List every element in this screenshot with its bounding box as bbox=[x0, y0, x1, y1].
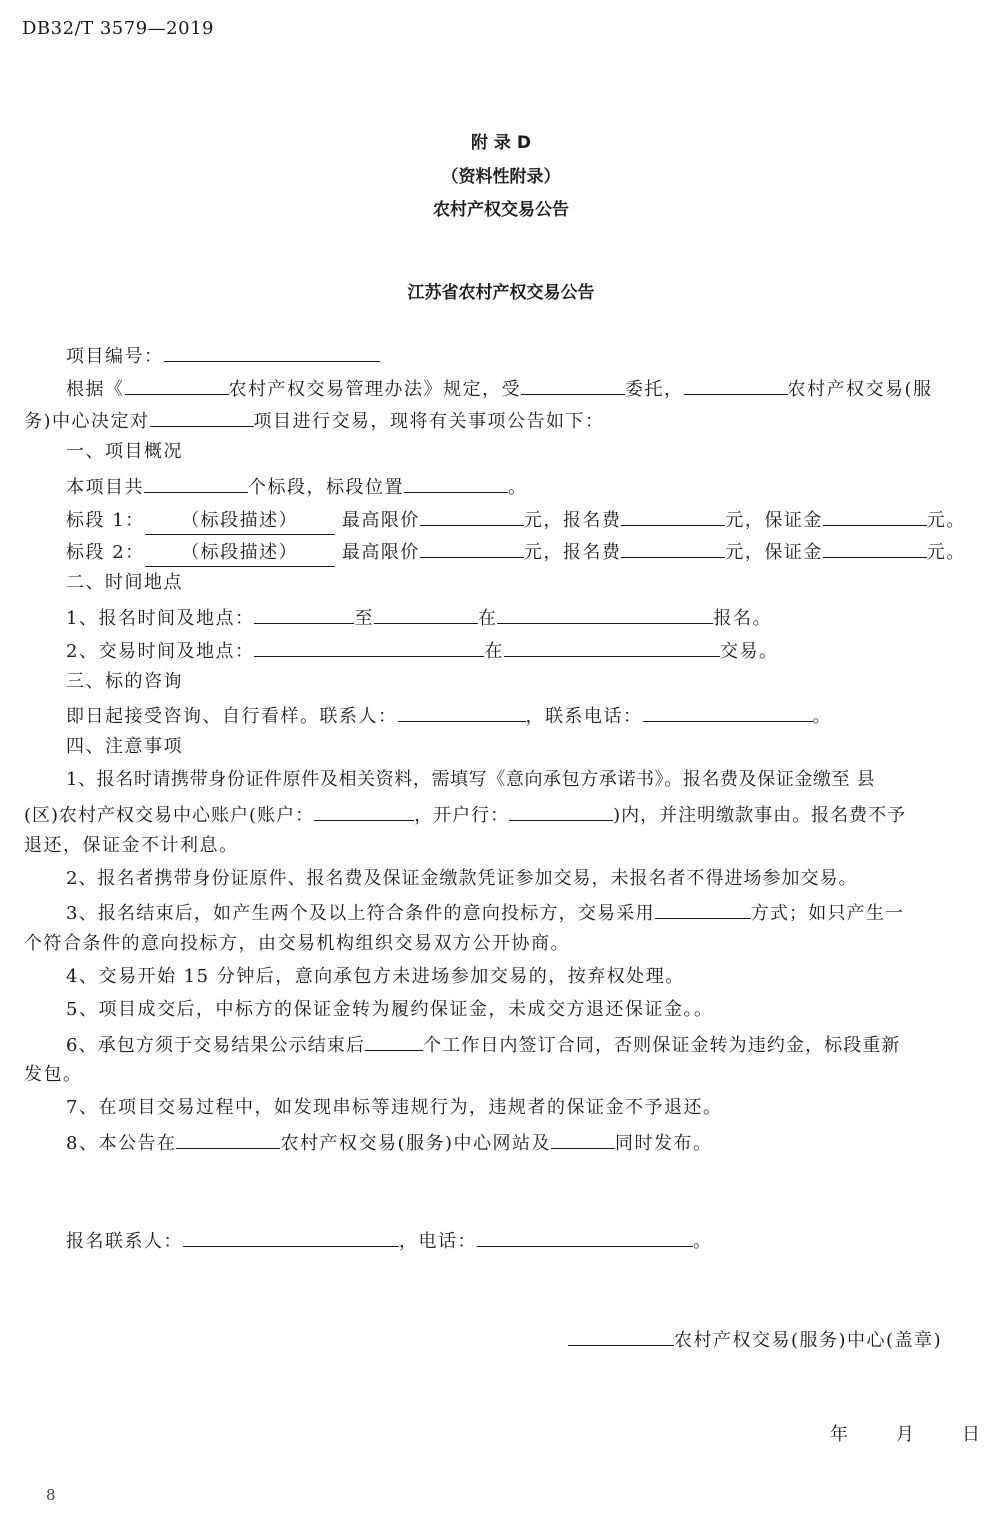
note-3-line-2: 个符合条件的意向投标方，由交易机构组织交易双方公开协商。 bbox=[24, 933, 570, 954]
seal-line: 农村产权交易(服务)中心(盖章) bbox=[568, 1325, 942, 1351]
intro-line-2: 务)中心决定对 项目进行交易，现将有关事项公告如下： bbox=[24, 406, 980, 432]
appendix-label: 附 录 D bbox=[471, 133, 531, 153]
note-7: 7、在项目交易过程中，如发现串标等违规行为，违规者的保证金不予退还。 bbox=[66, 1097, 723, 1118]
date-line bbox=[830, 1422, 982, 1448]
project-number-line: 项目编号： bbox=[66, 341, 380, 367]
date-month: 月 bbox=[896, 1424, 916, 1445]
note-8: 8、本公告在 农村产权交易(服务)中心网站及 同时发布。 bbox=[66, 1128, 713, 1154]
document-code: DB32/T 3579—2019 bbox=[22, 18, 214, 39]
registration-contact-line: 报名联系人： ，电话： 。 bbox=[66, 1226, 713, 1252]
section-heading-notes: 四、注意事项 bbox=[66, 736, 183, 757]
date-day: 日 bbox=[962, 1424, 982, 1445]
note-1-line-1: 1、报名时请携带身份证件原件及相关资料，需填写《意向承包方承诺书》。报名费及保证金缴至 县 bbox=[66, 769, 876, 790]
note-4: 4、交易开始 15 分钟后，意向承包方未进场参加交易的，按弃权处理。 bbox=[66, 966, 685, 987]
note-2: 2、报名者携带身份证原件、报名费及保证金缴款凭证参加交易，未报名者不得进场参加交易。 bbox=[66, 868, 858, 889]
section-heading-consult: 三、标的咨询 bbox=[66, 671, 183, 692]
page-number: 8 bbox=[46, 1486, 56, 1504]
appendix-title: 农村产权交易公告 bbox=[433, 200, 569, 220]
note-6-line-1: 6、承包方须于交易结果公示结束后 个工作日内签订合同，否则保证金转为违约金，标段重新 bbox=[66, 1030, 901, 1056]
lot-1-line: 标段 1： （标段描述） 最高限价 元，报名费 元，保证金 元。 bbox=[66, 505, 966, 531]
trading-time-line: 2、交易时间及地点： 在 交易。 bbox=[66, 636, 778, 662]
appendix-type: （资料性附录） bbox=[441, 167, 561, 187]
registration-time-line: 1、报名时间及地点： 至 在 报名。 bbox=[66, 603, 772, 629]
overview-line: 本项目共 个标段，标段位置 。 bbox=[66, 472, 528, 498]
date-year: 年 bbox=[830, 1424, 850, 1445]
note-3-line-1: 3、报名结束后，如产生两个及以上符合条件的意向投标方，交易采用 方式；如只产生一 bbox=[66, 898, 904, 924]
notice-title: 江苏省农村产权交易公告 bbox=[407, 283, 595, 303]
note-1-line-3: 退还，保证金不计利息。 bbox=[24, 835, 239, 856]
project-number-blank bbox=[164, 341, 380, 362]
consult-line: 即日起接受咨询、自行看样。联系人： ，联系电话： 。 bbox=[66, 701, 832, 727]
note-6-line-2: 发包。 bbox=[24, 1064, 83, 1085]
intro-line-1: 根据《 农村产权交易管理办法》规定，受 委托， 农村产权交易(服 bbox=[66, 374, 933, 400]
note-5: 5、项目成交后，中标方的保证金转为履约保证金，未成交方退还保证金。。 bbox=[66, 999, 714, 1020]
lot-2-line: 标段 2： （标段描述） 最高限价 元，报名费 元，保证金 元。 bbox=[66, 537, 966, 563]
section-heading-time-place: 二、时间地点 bbox=[66, 572, 183, 593]
note-1-line-2: (区)农村产权交易中心账户(账户： ，开户行： )内，并注明缴款事由。报名费不予 bbox=[24, 800, 980, 826]
section-heading-overview: 一、项目概况 bbox=[66, 441, 183, 462]
